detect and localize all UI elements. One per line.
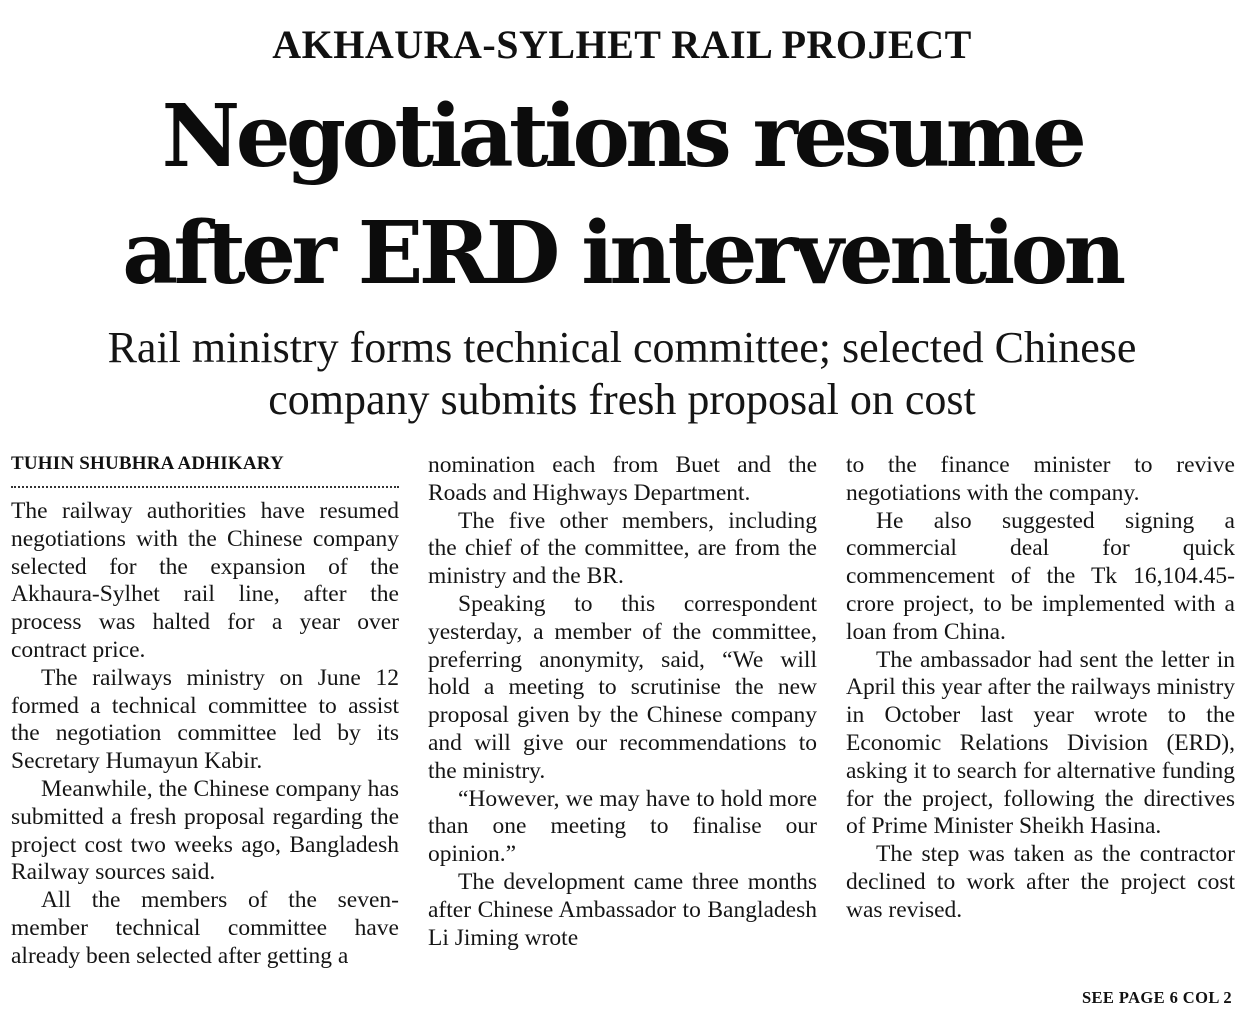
article-column-3 bbox=[846, 452, 1235, 925]
jump-line: SEE PAGE 6 COL 2 bbox=[1081, 988, 1232, 1007]
paragraph: nomination each from Buet and the Roads and Highways Department. bbox=[428, 452, 817, 506]
kicker: AKHAURA-SYLHET RAIL PROJECT bbox=[272, 22, 972, 67]
subheadline bbox=[0, 322, 1244, 426]
paragraph: Meanwhile, the Chinese company has submitted a fresh proposal regarding the project cost two weeks ago, Bangladesh Railway sources said. bbox=[11, 775, 399, 886]
subheadline-line-1: Rail ministry forms technical committee; selected Chinese bbox=[107, 323, 1137, 372]
headline-line-1: Negotiations resume bbox=[161, 86, 1083, 187]
paragraph: He also suggested signing a commercial deal for quick commencement of the Tk 16,104.45-crore project, to be implemented with a loan from China. bbox=[846, 507, 1235, 645]
byline: TUHIN SHUBHRA ADHIKARY bbox=[11, 453, 284, 474]
paragraph: The five other members, including the chief of the committee, are from the ministry and the BR. bbox=[428, 507, 817, 590]
paragraph: Speaking to this correspondent yesterday, a member of the committee, preferring anonymity, said, “We will hold a meeting to scrutinise the new proposal given by the Chinese company and will give our recommendations to the ministry. bbox=[428, 590, 817, 784]
paragraph: The step was taken as the contractor declined to work after the project cost was revised. bbox=[846, 841, 1235, 923]
headline-line-2: after ERD intervention bbox=[122, 203, 1122, 304]
paragraph: All the members of the seven-member technical committee have already been selected after getting a bbox=[11, 887, 399, 969]
article-column-2 bbox=[428, 452, 817, 952]
subheadline-line-2: company submits fresh proposal on cost bbox=[268, 375, 976, 424]
paragraph: “However, we may have to hold more than one meeting to finalise our opinion.” bbox=[428, 785, 817, 868]
paragraph: The ambassador had sent the letter in April this year after the railways ministry in October last year wrote to the Economic Relations Division (ERD), asking it to search for alternative funding for the project, following the directives of Prime Minister Sheikh Hasina. bbox=[846, 646, 1235, 840]
paragraph: The railways ministry on June 12 formed a technical committee to assist the negotiation committee led by its Secretary Humayun Kabir. bbox=[11, 664, 399, 775]
article-column-1 bbox=[11, 452, 399, 971]
paragraph: The railway authorities have resumed negotiations with the Chinese company selected for the expansion of the Akhaura-Sylhet rail line, after the process was halted for a year over contract price. bbox=[11, 498, 399, 663]
byline-divider bbox=[11, 486, 399, 488]
paragraph: The development came three months after Chinese Ambassador to Bangladesh Li Jiming wrote bbox=[428, 868, 817, 951]
headline bbox=[0, 78, 1244, 312]
paragraph: to the finance minister to revive negotiations with the company. bbox=[846, 452, 1235, 506]
